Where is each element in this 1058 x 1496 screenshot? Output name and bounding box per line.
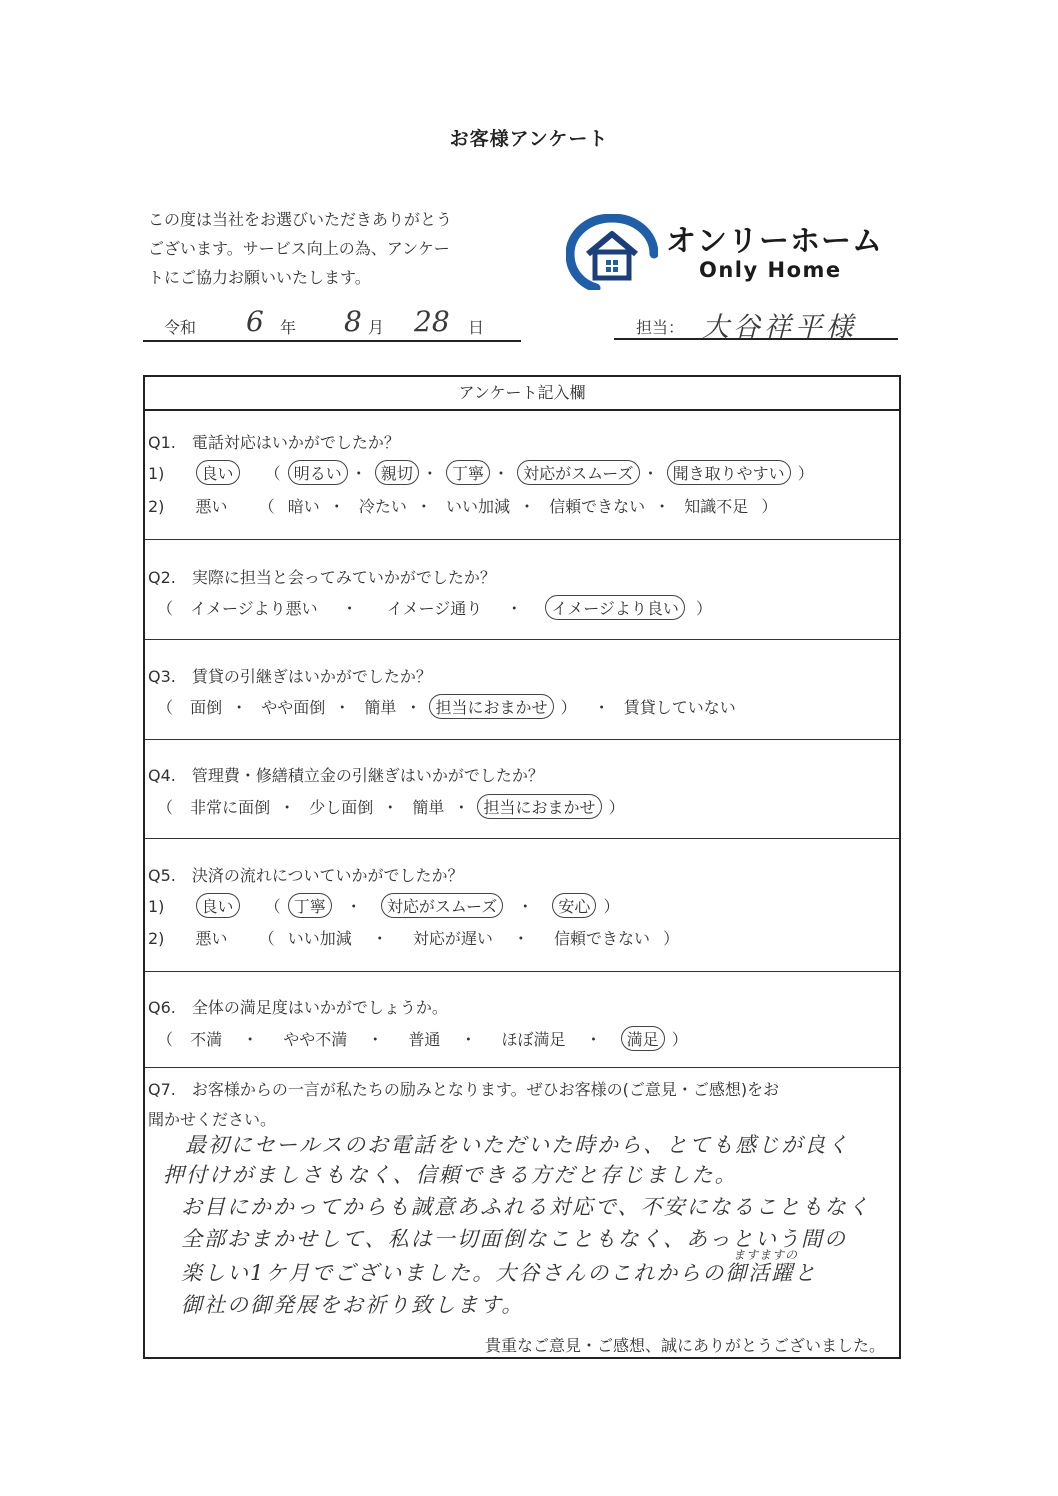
q1-bad-close: ）	[761, 497, 778, 516]
company-logo	[566, 214, 896, 290]
q2-question: Q2. 実際に担当と会ってみていかがでしたか？	[148, 568, 496, 587]
house-logo-icon	[566, 214, 658, 290]
q5-bad-open: （	[258, 929, 275, 948]
q1-bad-row: 2) 悪い （ 暗い ・ 冷たい ・ いい加減 ・ 信頼できない ・ 知識不足 ）	[148, 494, 785, 517]
date-day: 28	[414, 305, 450, 338]
q4-close: ）	[608, 798, 625, 817]
q3-opt: 簡単	[364, 698, 397, 717]
handwritten-insert-note: ますますの	[733, 1248, 799, 1262]
intro-text	[148, 205, 548, 292]
date-month-unit: 月	[368, 318, 385, 337]
q5-bad-num: 2)	[148, 929, 165, 948]
q1-bad-opt: 信頼できない	[549, 497, 646, 516]
q4-open: （	[157, 798, 174, 817]
logo-japanese: オンリーホーム	[666, 224, 883, 259]
q6-question: Q6. 全体の満足度はいかがでしょうか。	[148, 998, 448, 1017]
q5-bad-opt: 対応が遅い	[412, 929, 493, 948]
divider	[145, 1067, 899, 1068]
q3-question: Q3. 賃貸の引継ぎはいかがでしたか？	[148, 667, 432, 686]
handwritten-comment-line: 全部おまかせして、私は一切面倒なこともなく、あっという間の	[181, 1227, 847, 1251]
staff-label: 担当：	[636, 318, 685, 337]
q1-bad-open: （	[258, 497, 275, 516]
q6-opt: 不満	[190, 1030, 223, 1049]
date-underline	[143, 340, 521, 342]
q7-question-line2: 聞かせください。	[148, 1110, 277, 1129]
q1-good-opt: 丁寧	[446, 460, 490, 485]
q1-question: Q1. 電話対応はいかがでしたか？	[148, 433, 400, 452]
q1-good-opt: 対応がスムーズ	[517, 460, 639, 485]
q5-bad-opt: いい加減	[287, 929, 352, 948]
q4-opt: 少し面倒	[309, 798, 374, 817]
q5-good-close: ）	[603, 897, 620, 916]
q6-options-row: （ 不満 ・ やや不満 ・ 普通 ・ ほぼ満足 ・ 満足 ）	[157, 1027, 696, 1050]
q5-question: Q5. 決済の流れについていかがでしたか？	[148, 866, 464, 885]
q1-good-label: 良い	[196, 460, 240, 485]
q6-opt: やや不満	[283, 1030, 348, 1049]
logo-english: Only Home	[699, 258, 842, 282]
q5-good-opt: 丁寧	[288, 893, 332, 918]
q3-opt: 担当におまかせ	[429, 694, 553, 719]
q3-open: （	[157, 698, 174, 717]
q6-opt: ほぼ満足	[501, 1030, 566, 1049]
divider	[145, 539, 899, 540]
q2-options-row: （ イメージより悪い ・ イメージ通り ・ イメージより良い ）	[157, 596, 720, 619]
q2-opt: イメージより悪い	[190, 599, 318, 618]
q1-good-close: ）	[797, 464, 814, 483]
q1-good-num: 1)	[148, 464, 165, 483]
date-month: 8	[344, 305, 362, 338]
page-title: お客様アンケート	[449, 128, 609, 150]
q5-bad-close: ）	[663, 929, 680, 948]
q1-good-opt: 明るい	[288, 460, 348, 485]
handwritten-comment-line: お目にかかってからも誠意あふれる対応で、不安になることもなく	[181, 1195, 871, 1219]
q1-good-row: 1) 良い （ 明るい ・ 親切 ・ 丁寧 ・ 対応がスムーズ ・ 聞き取りやすい ）	[148, 461, 822, 484]
q2-open: （	[157, 599, 174, 618]
date-era: 令和	[164, 318, 197, 337]
q4-opt: 非常に面倒	[190, 798, 271, 817]
intro-line: ございます。サービス向上の為、アンケー	[148, 239, 450, 258]
q1-bad-num: 2)	[148, 497, 165, 516]
survey-form	[143, 375, 901, 1359]
q2-opt: イメージ通り	[386, 599, 483, 618]
q3-opt: 面倒	[190, 698, 223, 717]
handwritten-comment-line: 楽しい1ケ月でございました。大谷さんのこれからの御活躍と	[181, 1261, 818, 1285]
q4-question: Q4. 管理費・修繕積立金の引継ぎはいかがでしたか？	[148, 766, 544, 785]
q5-bad-row: 2) 悪い （ いい加減 ・ 対応が遅い ・ 信頼できない ）	[148, 926, 687, 949]
q5-good-opt: 対応がスムーズ	[381, 893, 503, 918]
q6-opt: 満足	[621, 1026, 665, 1051]
handwritten-comment-line: 押付けがましさもなく、信頼できる方だと存じました。	[163, 1163, 738, 1187]
q7-question-line1: Q7. お客様からの一言が私たちの励みとなります。ぜひお客様の(ご意見・ご感想)をお	[148, 1080, 780, 1099]
staff-field	[632, 303, 902, 343]
q1-bad-opt: 冷たい	[358, 497, 407, 516]
thanks-note: 貴重なご意見・ご感想、誠にありがとうございました。	[484, 1336, 885, 1355]
intro-line: トにご協力お願いいたします。	[148, 268, 371, 287]
date-year: 6	[246, 305, 264, 338]
handwritten-comment-line: 御社の御発展をお祈り致します。	[181, 1293, 525, 1317]
q1-good-open: （	[264, 464, 281, 483]
divider	[145, 639, 899, 640]
q4-options-row: （ 非常に面倒 ・ 少し面倒 ・ 簡単 ・ 担当におまかせ ）	[157, 795, 633, 818]
q1-bad-opt: いい加減	[445, 497, 510, 516]
q1-bad-opt: 知識不足	[684, 497, 749, 516]
q2-close: ）	[696, 599, 713, 618]
q3-opt: やや面倒	[261, 698, 326, 717]
form-header: アンケート記入欄	[145, 377, 899, 411]
q4-opt: 簡単	[412, 798, 445, 817]
q5-bad-label: 悪い	[195, 929, 228, 948]
q5-bad-opt: 信頼できない	[553, 929, 650, 948]
q5-good-num: 1)	[148, 897, 165, 916]
q6-open: （	[157, 1030, 174, 1049]
date-day-unit: 日	[468, 318, 485, 337]
q5-good-label: 良い	[196, 893, 240, 918]
divider	[145, 739, 899, 740]
q1-bad-opt: 暗い	[287, 497, 320, 516]
q5-good-opt: 安心	[552, 893, 596, 918]
q6-close: ）	[671, 1030, 688, 1049]
q3-close: ）	[560, 698, 577, 717]
q1-bad-label: 悪い	[195, 497, 228, 516]
staff-name: 大谷祥平様	[702, 312, 857, 343]
handwritten-comment-line: 最初にセールスのお電話をいただいた時から、とても感じが良く	[185, 1133, 851, 1157]
q4-opt: 担当におまかせ	[477, 794, 601, 819]
staff-underline	[614, 338, 898, 340]
q1-good-opt: 親切	[375, 460, 419, 485]
q2-opt: イメージより良い	[545, 595, 685, 620]
q5-good-open: （	[264, 897, 281, 916]
q5-good-row: 1) 良い （ 丁寧 ・ 対応がスムーズ ・ 安心 ）	[148, 894, 628, 917]
date-year-unit: 年	[280, 318, 297, 337]
intro-line: この度は当社をお選びいただきありがとう	[148, 210, 453, 229]
divider	[145, 838, 899, 839]
q6-opt: 普通	[408, 1030, 441, 1049]
date-field	[160, 303, 520, 343]
q1-good-opt: 聞き取りやすい	[667, 460, 791, 485]
divider	[145, 971, 899, 972]
q3-options-row: （ 面倒 ・ やや面倒 ・ 簡単 ・ 担当におまかせ ） ・ 賃貸していない	[157, 695, 736, 718]
q3-extra: 賃貸していない	[623, 698, 736, 717]
